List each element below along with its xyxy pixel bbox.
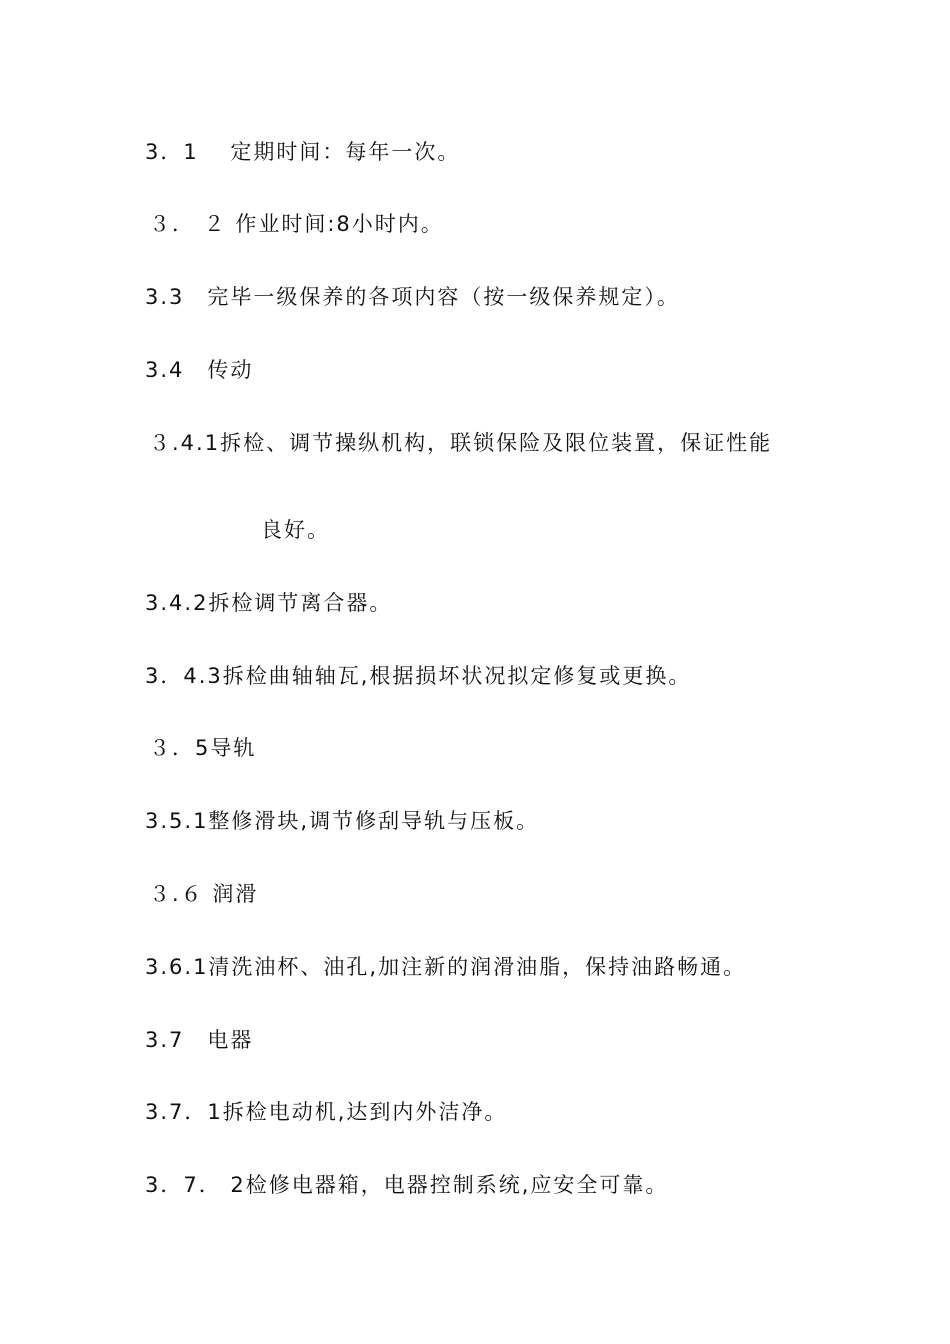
section-3-4-heading: 3.4 传动 [145, 358, 254, 382]
section-3-7-heading: 3.7 电器 [145, 1028, 254, 1052]
section-3-7-2: 3．7． 2检修电器箱，电器控制系统,应安全可靠。 [145, 1173, 669, 1197]
section-3-1: 3．1 定期时间：每年一次。 [145, 140, 461, 164]
section-3-4-1-continuation: 良好。 [261, 518, 330, 542]
section-3-6-1: 3.6.1清洗油杯、油孔,加注新的润滑油脂，保持油路畅通。 [145, 955, 747, 979]
section-3-6-heading: ３.６ 润滑 [149, 882, 259, 906]
section-3-7-1: 3.7．1拆检电动机,达到内外洁净。 [145, 1100, 508, 1124]
section-3-4-3: 3．4.3拆检曲轴轴瓦,根据损坏状况拟定修复或更换。 [145, 664, 692, 688]
section-3-5-1: 3.5.1整修滑块,调节修刮导轨与压板。 [145, 809, 540, 833]
section-3-4-2: 3.4.2拆检调节离合器。 [145, 591, 393, 615]
section-3-2: ３． ２ 作业时间:8小时内。 [149, 212, 444, 236]
section-3-3: 3.3 完毕一级保养的各项内容（按一级保养规定）。 [145, 285, 680, 309]
section-3-4-1: ３.4.1拆检、调节操纵机构，联锁保险及限位装置，保证性能 [149, 431, 773, 455]
section-3-5-heading: ３．5导轨 [149, 736, 257, 760]
